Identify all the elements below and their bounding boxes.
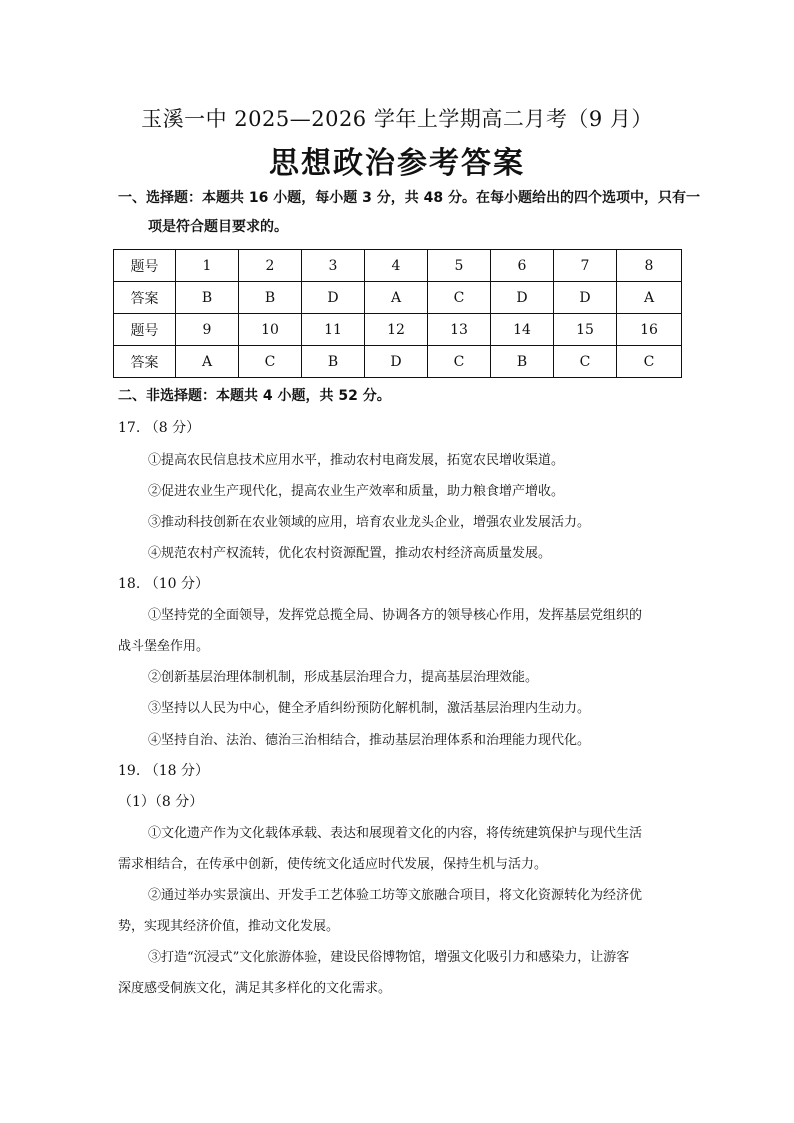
q19-point-2: ②通过举办实景演出、开发手工艺体验工坊等文旅融合项目，将文化资源转化为经济优	[148, 888, 643, 903]
table-cell: 11	[302, 314, 365, 346]
table-cell: 7	[554, 250, 617, 282]
table-cell: 13	[428, 314, 491, 346]
q19-sub1-heading: （1）（8 分）	[118, 794, 204, 810]
q18-point-3: ③坚持以人民为中心，健全矛盾纠纷预防化解机制，激活基层治理内生动力。	[148, 701, 591, 716]
q17-heading: 17. （8 分）	[118, 420, 201, 436]
table-cell: 12	[365, 314, 428, 346]
q19-heading: 19. （18 分）	[118, 763, 209, 779]
q17-point-2: ②促进农业生产现代化，提高农业生产效率和质量，助力粮食增产增收。	[148, 484, 565, 499]
table-cell: 10	[239, 314, 302, 346]
q17-point-1: ①提高农民信息技术应用水平，推动农村电商发展，拓宽农民增收渠道。	[148, 453, 565, 468]
q18-heading: 18. （10 分）	[118, 576, 209, 592]
table-row	[114, 314, 682, 346]
q17-point-3: ③推动科技创新在农业领域的应用，培育农业龙头企业，增强农业发展活力。	[148, 515, 591, 530]
table-row	[114, 346, 682, 378]
table-cell: D	[365, 346, 428, 378]
table-cell: 3	[302, 250, 365, 282]
q19-point-2-cont: 势，实现其经济价值，推动文化发展。	[118, 919, 340, 934]
section1-heading: 一、选择题：本题共 16 小题，每小题 3 分，共 48 分。在每小题给出的四个选项中，只有一	[118, 190, 700, 206]
q18-point-1: ①坚持党的全面领导，发挥党总揽全局、协调各方的领导核心作用，发挥基层党组织的	[148, 608, 643, 623]
table-row-header: 答案	[114, 346, 176, 378]
table-row	[114, 250, 682, 282]
table-cell: B	[302, 346, 365, 378]
table-cell: B	[491, 346, 554, 378]
table-cell: C	[428, 346, 491, 378]
table-cell: B	[239, 282, 302, 314]
table-cell: A	[176, 346, 239, 378]
exam-title: 玉溪一中 2025—2026 学年上学期高二月考（9 月）	[141, 107, 653, 131]
table-row-header: 答案	[114, 282, 176, 314]
section2-heading: 二、非选择题：本题共 4 小题，共 52 分。	[118, 388, 391, 404]
page-title: 思想政治参考答案	[269, 146, 525, 181]
table-cell: C	[428, 282, 491, 314]
table-cell: C	[617, 346, 682, 378]
table-row-header: 题号	[114, 314, 176, 346]
table-cell: 1	[176, 250, 239, 282]
table-cell: 2	[239, 250, 302, 282]
table-cell: D	[302, 282, 365, 314]
table-cell: 16	[617, 314, 682, 346]
table-row	[114, 282, 682, 314]
table-cell: 8	[617, 250, 682, 282]
q18-point-2: ②创新基层治理体制机制，形成基层治理合力，提高基层治理效能。	[148, 670, 539, 685]
q17-point-4: ④规范农村产权流转，优化农村资源配置，推动农村经济高质量发展。	[148, 546, 552, 561]
q18-point-1-cont: 战斗堡垒作用。	[118, 639, 210, 654]
answer-table	[113, 249, 682, 378]
table-cell: C	[239, 346, 302, 378]
section1-heading-cont: 项是符合题目要求的。	[148, 219, 288, 235]
table-cell: 9	[176, 314, 239, 346]
q19-point-1-cont: 需求相结合，在传承中创新，使传统文化适应时代发展，保持生机与活力。	[118, 857, 548, 872]
table-row-header: 题号	[114, 250, 176, 282]
table-cell: 5	[428, 250, 491, 282]
table-cell: A	[365, 282, 428, 314]
q18-point-4: ④坚持自治、法治、德治三治相结合，推动基层治理体系和治理能力现代化。	[148, 733, 591, 748]
table-cell: D	[491, 282, 554, 314]
q19-point-1: ①文化遗产作为文化载体承载、表达和展现着文化的内容，将传统建筑保护与现代生活	[148, 826, 643, 841]
q19-point-3-cont: 深度感受侗族文化，满足其多样化的文化需求。	[118, 981, 392, 996]
q19-point-3: ③打造“沉浸式”文化旅游体验，建设民俗博物馆，增强文化吸引力和感染力，让游客	[148, 950, 630, 965]
table-cell: 6	[491, 250, 554, 282]
table-cell: 14	[491, 314, 554, 346]
table-cell: C	[554, 346, 617, 378]
table-cell: 15	[554, 314, 617, 346]
table-cell: B	[176, 282, 239, 314]
table-cell: D	[554, 282, 617, 314]
table-cell: A	[617, 282, 682, 314]
table-cell: 4	[365, 250, 428, 282]
